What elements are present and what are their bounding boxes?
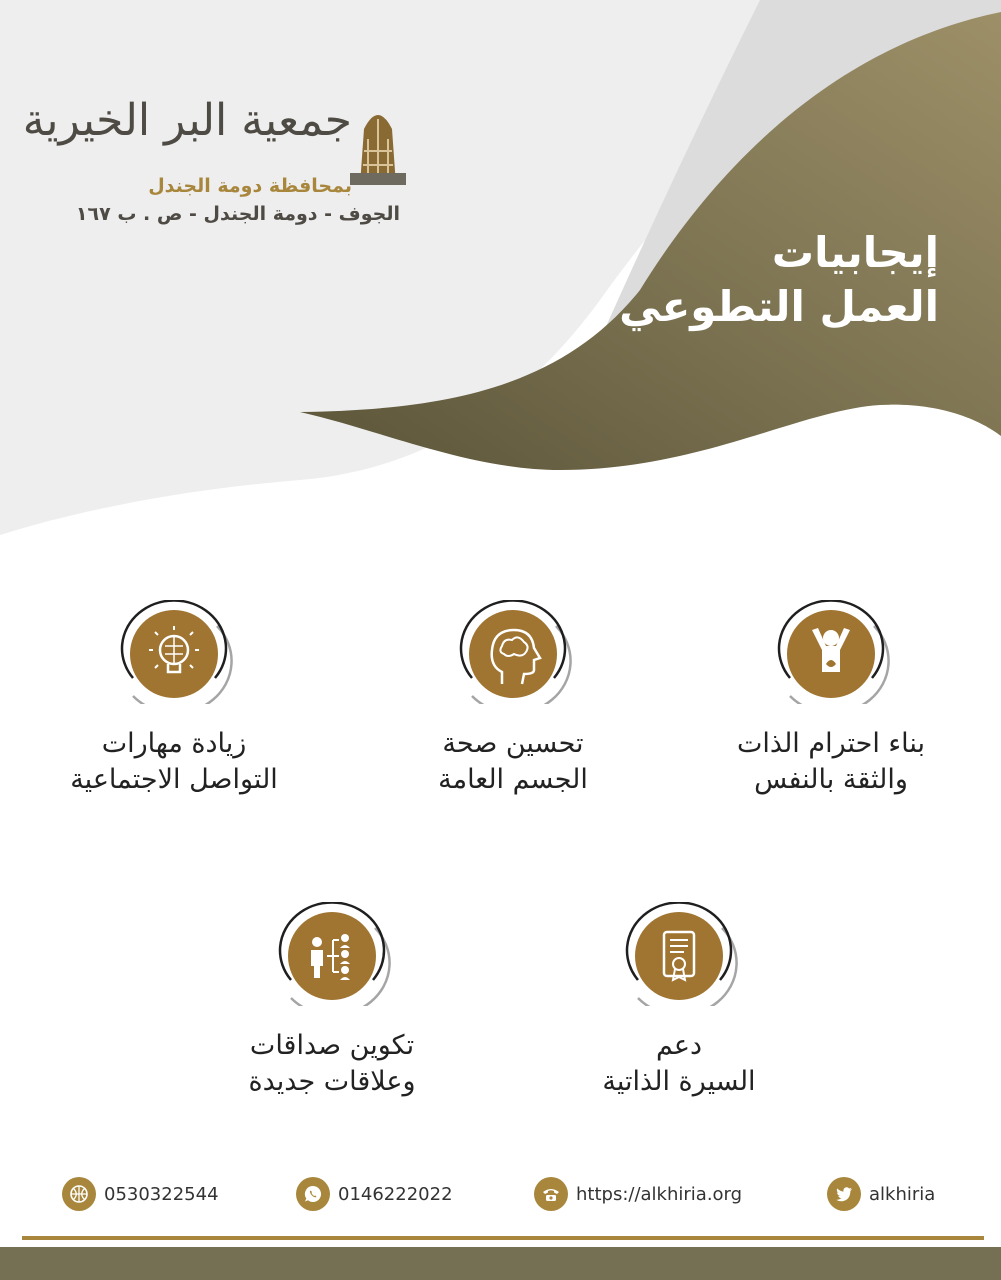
certificate-scroll-icon — [618, 902, 740, 1006]
organization-subtitle: بمحافظة دومة الجندل — [148, 175, 352, 197]
contact-website[interactable] — [534, 1176, 742, 1212]
footer-divider — [22, 1236, 984, 1240]
benefit-social-skills — [24, 600, 324, 799]
contact-phone-text: 0530322544 — [104, 1183, 219, 1205]
page-title — [519, 226, 939, 334]
benefit-label-line2: التواصل الاجتماعية — [70, 764, 278, 796]
page-title-line1: إيجابيات — [771, 228, 939, 277]
contact-twitter[interactable] — [827, 1176, 935, 1212]
benefit-label-line1: بناء احترام الذات — [736, 728, 926, 759]
benefit-new-friendships — [182, 902, 482, 1101]
benefit-label-line1: دعم — [655, 1030, 703, 1061]
page-title-line2: العمل التطوعي — [619, 281, 939, 331]
whatsapp-icon — [296, 1177, 330, 1211]
contact-twitter-text: alkhiria — [869, 1183, 936, 1205]
benefit-label-line2: الجسم العامة — [438, 764, 588, 796]
contact-phone[interactable] — [62, 1176, 219, 1212]
contact-website-text: https://alkhiria.org — [576, 1183, 743, 1205]
contact-whatsapp[interactable] — [296, 1176, 453, 1212]
contact-whatsapp-text: 0146222022 — [338, 1183, 453, 1205]
tower-logo-icon — [350, 99, 406, 185]
benefit-cv-support — [529, 902, 829, 1101]
benefit-physical-health — [363, 600, 663, 799]
benefit-self-esteem — [681, 600, 981, 799]
benefit-label-line2: وعلاقات جديدة — [248, 1066, 416, 1098]
benefit-label-line2: والثقة بالنفس — [754, 764, 908, 796]
people-network-icon — [271, 902, 393, 1006]
organization-name: جمعية البر الخيرية — [22, 95, 352, 146]
benefit-label-line1: تكوين صداقات — [249, 1030, 415, 1061]
logo — [22, 95, 410, 235]
benefit-label-line2: السيرة الذاتية — [602, 1066, 756, 1098]
twitter-icon — [827, 1177, 861, 1211]
person-cheering-icon — [770, 600, 892, 704]
benefit-label-line1: زيادة مهارات — [101, 728, 247, 759]
benefit-label-line1: تحسين صحة — [442, 728, 584, 759]
footer-bar — [0, 1247, 1001, 1280]
telephone-icon — [534, 1177, 568, 1211]
organization-address: الجوف - دومة الجندل - ص . ب ١٦٧ — [75, 203, 400, 225]
brain-lightbulb-icon — [113, 600, 235, 704]
head-brain-icon — [452, 600, 574, 704]
basketball-icon — [62, 1177, 96, 1211]
